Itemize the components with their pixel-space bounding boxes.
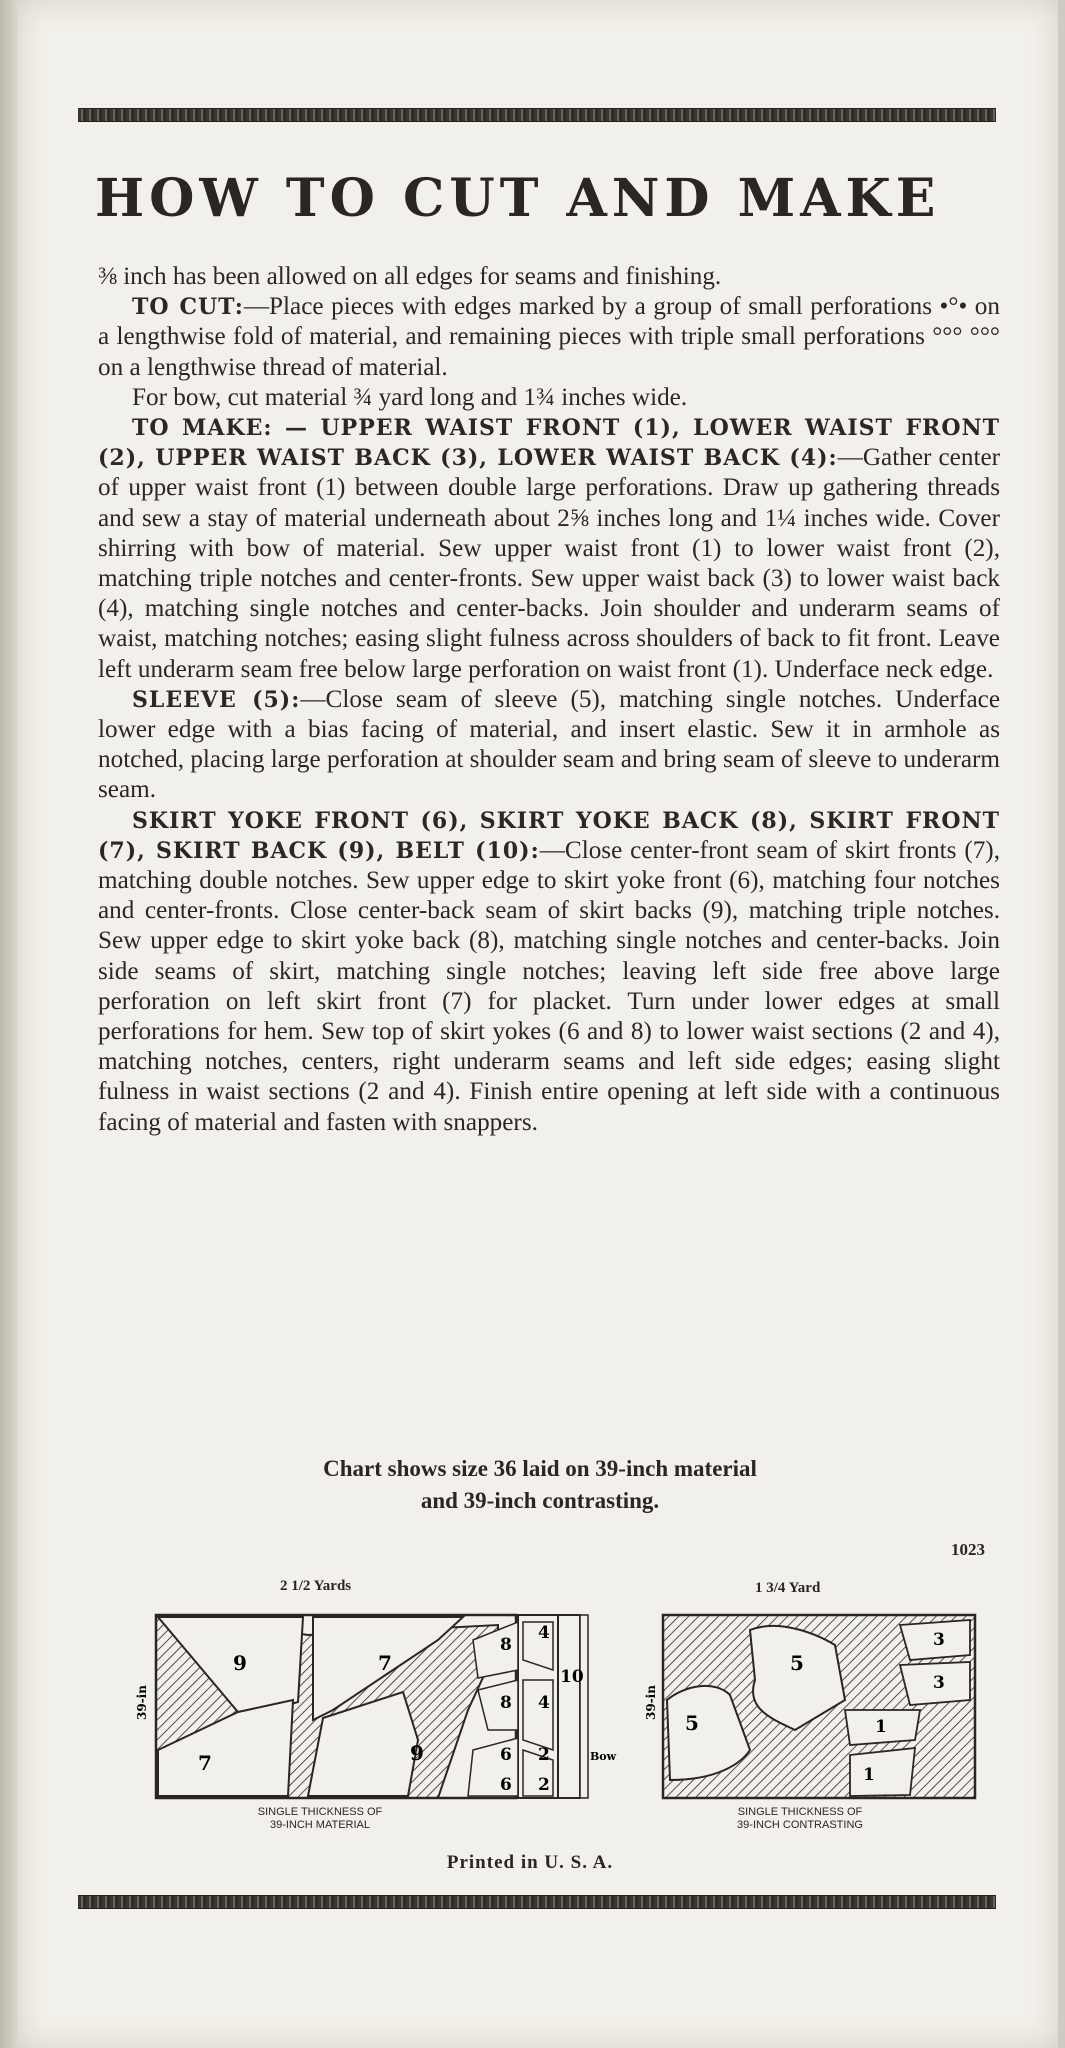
- right-side-label: 39-in: [644, 1685, 658, 1720]
- sleeve-text: —Close seam of sleeve (5), matching single notches. Underface lower edge with a bias facing of material, and insert elastic. Sew it in armhole as notched, placing large perforation at shoulder seam and bring seam of sleeve to underarm seam.: [98, 685, 1000, 804]
- left-piece-label: 2: [538, 1745, 550, 1765]
- chart-caption-line-1: Chart shows size 36 laid on 39-inch material: [323, 1456, 757, 1481]
- to-make-paragraph: [98, 413, 1000, 685]
- to-cut-text: —Place pieces with edges marked by a group of small perforations •°• on a lengthwise fold of material, and remaining pieces with triple small perforations °°° °°° on a lengthwise thread of material.: [98, 293, 1000, 381]
- instructions-body: [98, 262, 1000, 1138]
- left-piece-label: 8: [500, 1693, 512, 1713]
- left-piece-label: 4: [538, 1623, 550, 1643]
- page-title: HOW TO CUT AND MAKE: [95, 168, 941, 229]
- bow-label: Bow: [590, 1750, 617, 1763]
- right-cutting-layout: [645, 1600, 985, 1805]
- left-piece-label: 8: [500, 1635, 512, 1655]
- left-piece-label: 4: [538, 1693, 550, 1713]
- pattern-number: 1023: [951, 1540, 985, 1559]
- right-yardage-label: 1 3/4 Yard: [755, 1580, 821, 1596]
- sleeve-heading: SLEEVE (5):: [132, 686, 301, 713]
- top-rule: [78, 108, 996, 122]
- bottom-rule: [78, 1895, 996, 1909]
- to-cut-heading: TO CUT:: [132, 294, 244, 321]
- left-piece-label: 10: [560, 1667, 584, 1687]
- left-piece-label: 7: [198, 1751, 212, 1775]
- right-piece-label: 3: [933, 1673, 945, 1693]
- left-piece-label: 7: [378, 1651, 392, 1675]
- right-piece-label: 1: [875, 1717, 887, 1737]
- left-piece-label: 2: [538, 1775, 550, 1795]
- left-caption-line-2: 39-INCH MATERIAL: [269, 1819, 371, 1831]
- left-piece-label: 9: [410, 1741, 424, 1765]
- right-piece-label: 5: [790, 1651, 804, 1675]
- right-caption-line-2: 39-INCH CONTRASTING: [737, 1819, 863, 1831]
- right-piece-label: 1: [863, 1765, 875, 1785]
- right-diagram-caption: [690, 1806, 910, 1832]
- left-side-label: 39-in: [135, 1685, 149, 1720]
- right-caption-line-1: SINGLE THICKNESS OF: [737, 1806, 863, 1818]
- to-make-text: —Gather center of upper waist front (1) between double large perforations. Draw up gathering threads and sew a stay of material underneath about 2⅝ inches long and 1¼ inches wide. Cover shirring with bow of material. Sew upper waist front (1) to lower waist front (2), matching triple notches and center-fronts. Sew upper waist back (3) to lower waist back (4), matching single notches and center-backs. Join shoulder and underarm seams of waist, matching notches; easing slight fulness across shoulders of back to fit front. Leave left underarm seam free below large perforation on waist front (1). Underface neck edge.: [98, 444, 1001, 683]
- to-cut-paragraph: [98, 292, 1000, 383]
- right-piece-label: 5: [685, 1711, 699, 1735]
- chart-caption: [160, 1453, 920, 1517]
- skirt-heading: SKIRT YOKE FRONT (6), SKIRT YOKE BACK (8), SKIRT FRONT (7), SKIRT BACK (9), BELT (10):: [98, 807, 1000, 864]
- left-piece-label: 9: [233, 1651, 247, 1675]
- skirt-paragraph: [98, 806, 1000, 1138]
- sleeve-paragraph: [98, 685, 1000, 806]
- bow-paragraph: For bow, cut material ¾ yard long and 1¾ inches wide.: [132, 383, 688, 411]
- page-edge: [0, 0, 18, 2048]
- left-diagram-caption: [200, 1806, 440, 1832]
- left-caption-line-1: SINGLE THICKNESS OF: [257, 1806, 383, 1818]
- left-piece-label: 6: [500, 1745, 512, 1765]
- left-cutting-layout: [135, 1600, 628, 1805]
- chart-caption-line-2: and 39-inch contrasting.: [420, 1488, 660, 1513]
- left-piece-label: 6: [500, 1775, 512, 1795]
- to-make-heading: TO MAKE: — UPPER WAIST FRONT (1), LOWER WAIST FRONT (2), UPPER WAIST BACK (3), LOWER WAIST BACK (4):: [98, 415, 1000, 472]
- left-yardage-label: 2 1/2 Yards: [280, 1578, 352, 1594]
- printed-in-usa: Printed in U. S. A.: [446, 1852, 614, 1873]
- skirt-text: —Close center-front seam of skirt fronts (7), matching double notches. Sew upper edge to skirt yoke front (6), matching four notches and center-fronts. Close center-back seam of skirt backs (9), matching triple notches. Sew upper edge to skirt yoke back (8), matching single notches and center-backs. Join side seams of skirt, matching single notches; leaving left side free above large perforation on left skirt front (7) for placket. Turn under lower edges at small perforations for hem. Sew top of skirt yokes (6 and 8) to lower waist sections (2 and 4), matching notches, centers, right underarm seams and left side edges; easing slight fulness in waist sections (2 and 4). Finish entire opening at left side with a continuous facing of material and fasten with snappers.: [98, 836, 1000, 1136]
- intro-paragraph: ⅜ inch has been allowed on all edges for seams and finishing.: [98, 263, 722, 290]
- right-piece-label: 3: [933, 1630, 945, 1650]
